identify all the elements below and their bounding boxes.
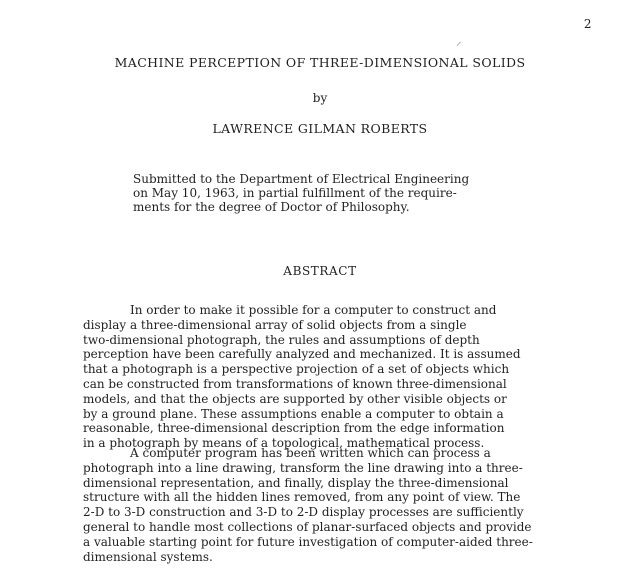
- paragraph-line: A computer program has been written which can process a: [130, 446, 491, 460]
- paragraph-line: structure with all the hidden lines removed, from any point of view. The: [83, 490, 521, 505]
- author-name: LAWRENCE GILMAN ROBERTS: [212, 121, 428, 136]
- submission-line: Submitted to the Department of Electrical Engineering: [133, 172, 470, 186]
- paragraph-line: perception have been carefully analyzed and mechanized. It is assumed: [83, 347, 521, 362]
- paragraph-line: reasonable, three-dimensional description from the edge information: [83, 421, 505, 436]
- paragraph-line: can be constructed from transformations of known three-dimensional: [83, 376, 507, 391]
- submission-line: on May 10, 1963, in partial fulfillment of the require-: [133, 186, 457, 200]
- page-number: 2: [583, 17, 592, 31]
- paragraph-line: In order to make it possible for a computer to construct and: [130, 303, 497, 317]
- paragraph-line: general to handle most collections of planar-surfaced objects and provide: [83, 519, 532, 534]
- abstract-paragraph-2: [83, 446, 583, 564]
- paragraph-line: 2-D to 3-D construction and 3-D to 2-D display processes are sufficiently: [83, 505, 524, 520]
- paragraph-line: two-dimensional photograph, the rules and assumptions of depth: [83, 332, 480, 347]
- paragraph-line: a valuable starting point for future investigation of computer-aided three-: [83, 534, 533, 549]
- paragraph-line: by a ground plane. These assumptions enable a computer to obtain a: [83, 406, 504, 421]
- paragraph-line: dimensional representation, and finally, display the three-dimensional: [83, 475, 509, 490]
- abstract-paragraph-1: [83, 303, 583, 451]
- byline: by: [312, 91, 328, 105]
- thesis-title: MACHINE PERCEPTION OF THREE-DIMENSIONAL SOLIDS: [114, 55, 526, 70]
- paragraph-line: display a three-dimensional array of solid objects from a single: [83, 317, 467, 332]
- submission-statement: [133, 172, 553, 214]
- abstract-heading: ABSTRACT: [283, 264, 357, 278]
- submission-line: ments for the degree of Doctor of Philosophy.: [133, 200, 410, 214]
- scan-mark: ⸝: [456, 35, 462, 48]
- paragraph-line: dimensional systems.: [83, 549, 213, 564]
- paragraph-line: in a photograph by means of a topological, mathematical process.: [83, 436, 485, 451]
- paragraph-line: that a photograph is a perspective projection of a set of objects which: [83, 362, 510, 377]
- paragraph-line: photograph into a line drawing, transform the line drawing into a three-: [83, 460, 523, 475]
- paragraph-line: models, and that the objects are supported by other visible objects or: [83, 391, 507, 406]
